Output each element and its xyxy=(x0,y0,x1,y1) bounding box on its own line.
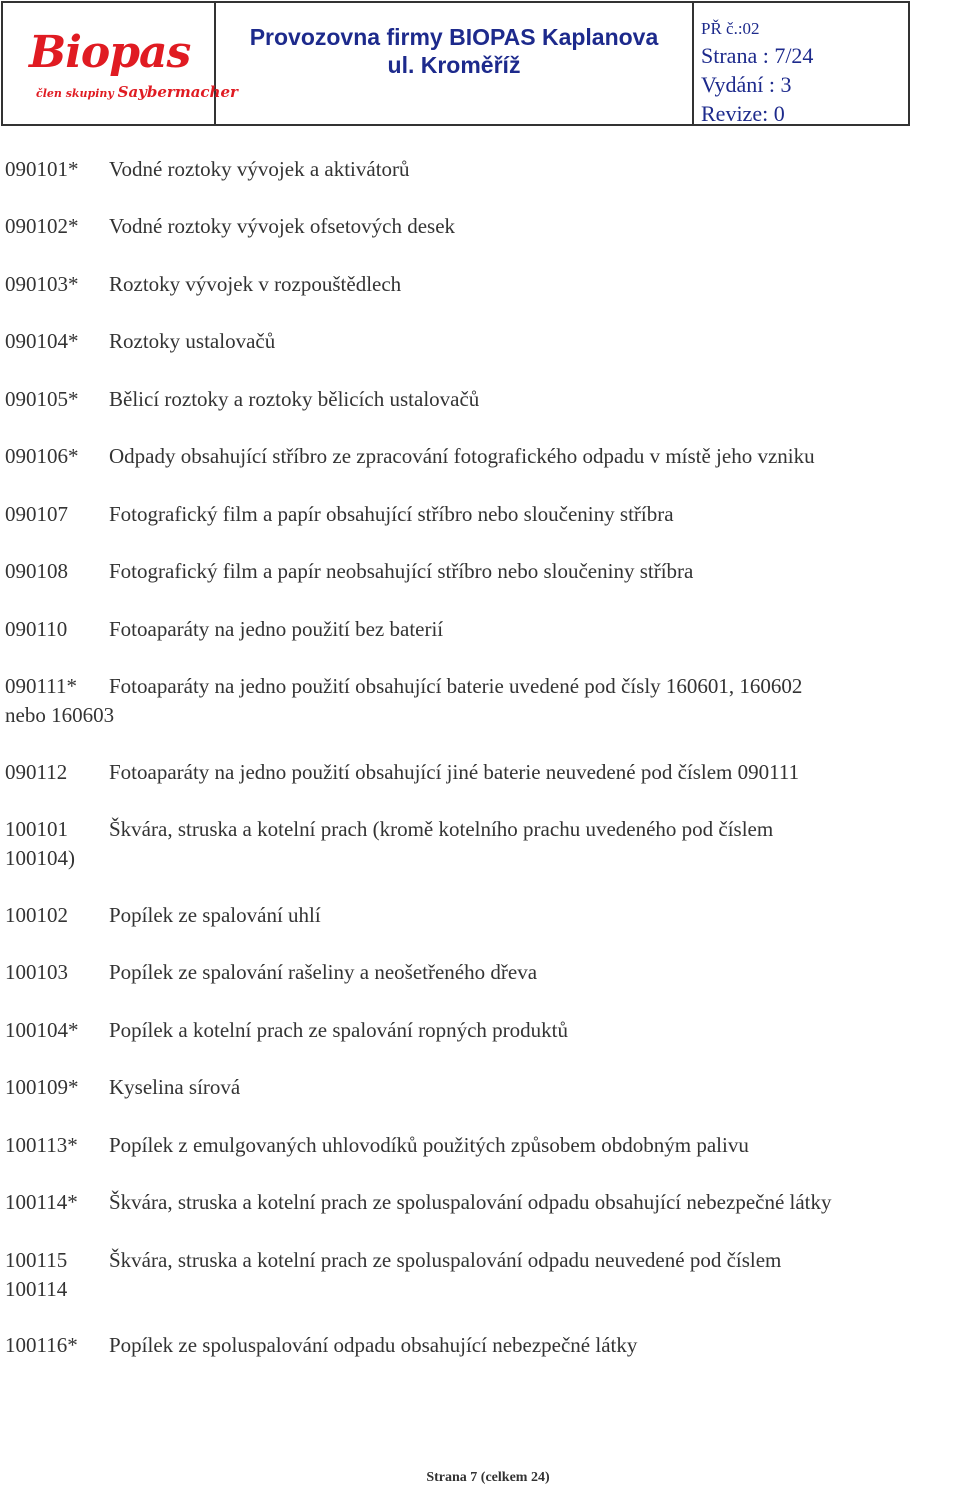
logo-subtitle xyxy=(36,83,238,101)
doc-number: PŘ č.:02 xyxy=(701,19,760,38)
waste-description: Vodné roztoky vývojek ofsetových desek xyxy=(109,214,456,238)
waste-description-continuation: 100104) xyxy=(5,846,75,870)
waste-description: Škvára, struska a kotelní prach ze spoluspalování odpadu neuvedené pod číslem xyxy=(109,1248,782,1272)
waste-code: 100103 xyxy=(5,960,68,984)
waste-description: Fotografický film a papír neobsahující stříbro nebo sloučeniny stříbra xyxy=(109,559,694,583)
logo-cell xyxy=(3,3,238,124)
waste-description: Fotografický film a papír obsahující stříbro nebo sloučeniny stříbra xyxy=(109,502,674,526)
logo-subtitle-prefix: člen skupiny xyxy=(36,87,114,100)
waste-code: 090103* xyxy=(5,272,79,296)
waste-code: 100101 xyxy=(5,817,68,841)
waste-code: 090110 xyxy=(5,617,68,641)
meta-cell xyxy=(694,3,908,124)
waste-description: Bělicí roztoky a roztoky bělicích ustalovačů xyxy=(109,387,480,411)
waste-description: Fotoaparáty na jedno použití obsahující baterie uvedené pod čísly 160601, 160602 xyxy=(109,674,803,698)
waste-description: Popílek ze spalování uhlí xyxy=(109,903,321,927)
waste-code: 100102 xyxy=(5,903,68,927)
waste-description: Škvára, struska a kotelní prach (kromě kotelního prachu uvedeného pod číslem xyxy=(109,817,774,841)
title-cell xyxy=(216,3,694,124)
document-header xyxy=(1,1,910,126)
waste-description: Popílek z emulgovaných uhlovodíků použitých způsobem obdobným palivu xyxy=(109,1133,749,1157)
waste-description: Popílek ze spoluspalování odpadu obsahující nebezpečné látky xyxy=(109,1333,638,1357)
waste-code: 100113* xyxy=(5,1133,78,1157)
waste-description: Popílek ze spalování rašeliny a neošetřeného dřeva xyxy=(109,960,538,984)
waste-description: Škvára, struska a kotelní prach ze spoluspalování odpadu obsahující nebezpečné látky xyxy=(109,1190,832,1214)
waste-code: 090111* xyxy=(5,674,77,698)
waste-code: 090108 xyxy=(5,559,68,583)
waste-code: 090112 xyxy=(5,760,68,784)
waste-code: 090102* xyxy=(5,214,79,238)
waste-description: Odpady obsahující stříbro ze zpracování fotografického odpadu v místě jeho vzniku xyxy=(109,444,815,468)
waste-description: Roztoky ustalovačů xyxy=(109,329,276,353)
footer-page-label: Strana 7 (celkem 24) xyxy=(426,1470,550,1485)
waste-code: 100115 xyxy=(5,1248,68,1272)
waste-description: Fotoaparáty na jedno použití obsahující jiné baterie neuvedené pod číslem 090111 xyxy=(109,760,800,784)
waste-code: 100104* xyxy=(5,1018,79,1042)
edition-label: Vydání : 3 xyxy=(701,72,792,97)
waste-description: Fotoaparáty na jedno použití bez baterií xyxy=(109,617,444,641)
waste-code: 090104* xyxy=(5,329,79,353)
waste-code: 090101* xyxy=(5,157,79,181)
logo-brand: Biopas xyxy=(29,27,191,78)
biopas-logo xyxy=(29,27,238,103)
waste-code: 100109* xyxy=(5,1075,79,1099)
waste-description-continuation: nebo 160603 xyxy=(5,703,115,727)
waste-code: 100114* xyxy=(5,1190,78,1214)
page-footer xyxy=(0,1470,960,1486)
waste-description: Popílek a kotelní prach ze spalování ropných produktů xyxy=(109,1018,568,1042)
waste-code: 100116* xyxy=(5,1333,78,1357)
header-title-line1: Provozovna firmy BIOPAS Kaplanova xyxy=(249,24,659,50)
page-indicator: Strana : 7/24 xyxy=(701,43,814,68)
waste-code: 090105* xyxy=(5,387,79,411)
waste-code: 090106* xyxy=(5,444,79,468)
header-title-line2: ul. Kroměříž xyxy=(387,52,521,78)
waste-description: Kyselina sírová xyxy=(109,1075,241,1099)
logo-signature: Saybermacher xyxy=(117,83,238,101)
waste-description-continuation: 100114 xyxy=(5,1277,68,1301)
revision-label: Revize: 0 xyxy=(701,101,785,126)
waste-description: Vodné roztoky vývojek a aktivátorů xyxy=(109,157,410,181)
waste-code: 090107 xyxy=(5,502,68,526)
waste-description: Roztoky vývojek v rozpouštědlech xyxy=(109,272,402,296)
